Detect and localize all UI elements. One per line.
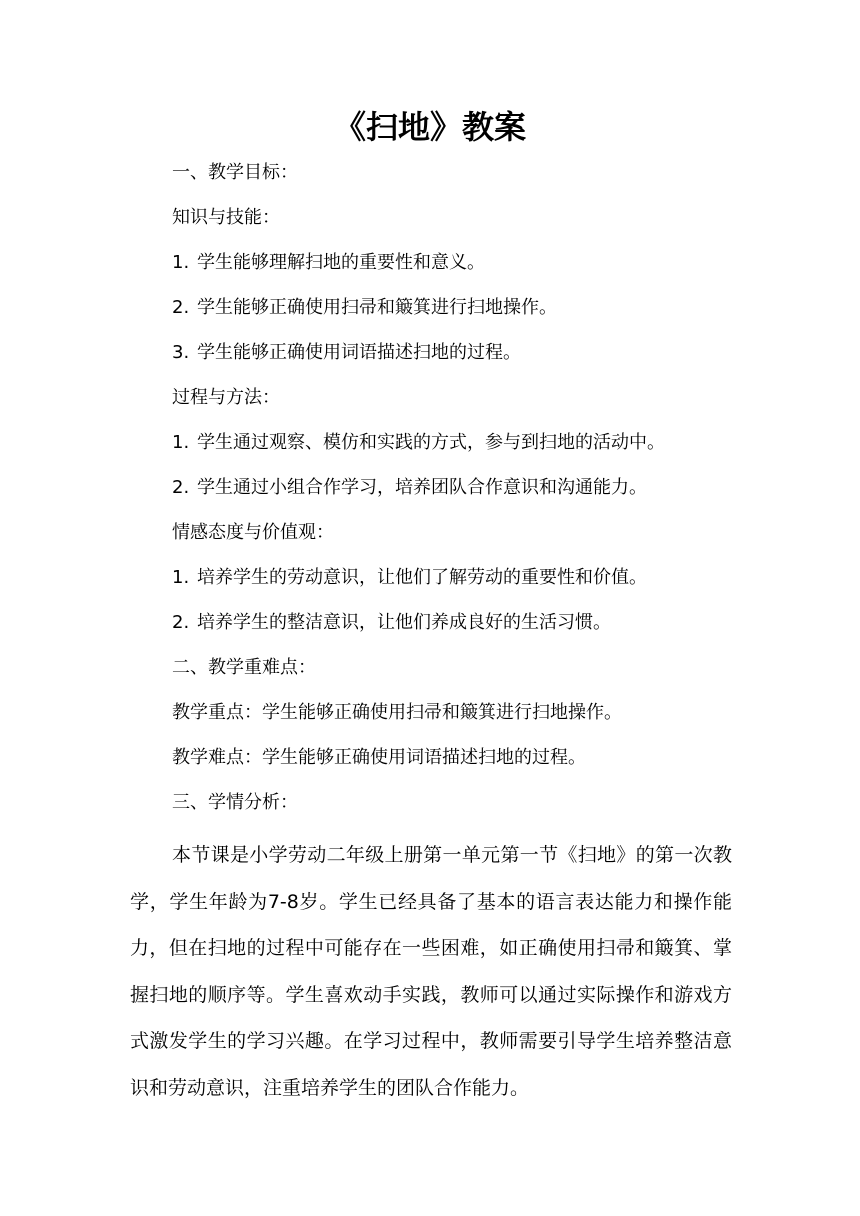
emotion-item-2 — [172, 609, 611, 637]
analysis-paragraph: 本节课是小学劳动二年级上册第一单元第一节《扫地》的第一次教学，学生年龄为7-8岁。学生已经具备了基本的语言表达能力和操作能力，但在扫地的过程中可能存在一些困难，如正确使用扫帚和簸箕、掌握扫地的顺序等。学生喜欢动手实践，教师可以通过实际操作和游戏方式激发学生的学习兴趣。在学习过程中，教师需要引导学生培养整洁意识和劳动意识，注重培养学生的团队合作能力。 — [130, 844, 732, 1099]
knowledge-item-2 — [172, 294, 557, 322]
list-item-text: 学生能够正确使用词语描述扫地的过程。 — [197, 342, 521, 363]
emotion-item-1 — [172, 564, 647, 592]
process-item-2 — [172, 474, 647, 502]
document-title: 《扫地》教案 — [333, 108, 526, 146]
process-item-1 — [172, 429, 665, 457]
list-number: 2. — [172, 612, 190, 633]
objectives-heading: 一、教学目标： — [172, 162, 298, 183]
list-item-text: 学生能够正确使用扫帚和簸箕进行扫地操作。 — [197, 297, 557, 318]
list-item-text: 培养学生的劳动意识，让他们了解劳动的重要性和价值。 — [197, 567, 647, 588]
list-number: 2. — [172, 477, 190, 498]
list-number: 1. — [172, 567, 190, 588]
knowledge-item-1 — [172, 249, 485, 277]
list-number: 1. — [172, 252, 190, 273]
key-point: 教学重点：学生能够正确使用扫帚和簸箕进行扫地操作。 — [172, 702, 622, 723]
list-number: 2. — [172, 297, 190, 318]
list-number: 1. — [172, 432, 190, 453]
difficult-point: 教学难点：学生能够正确使用词语描述扫地的过程。 — [172, 747, 586, 768]
process-heading: 过程与方法： — [172, 387, 280, 408]
list-number: 3. — [172, 342, 190, 363]
difficulty-heading: 二、教学重难点： — [172, 657, 316, 678]
knowledge-heading: 知识与技能： — [172, 207, 280, 228]
list-item-text: 学生通过观察、模仿和实践的方式，参与到扫地的活动中。 — [197, 432, 665, 453]
knowledge-item-3 — [172, 339, 521, 367]
list-item-text: 培养学生的整洁意识，让他们养成良好的生活习惯。 — [197, 612, 611, 633]
list-item-text: 学生通过小组合作学习，培养团队合作意识和沟通能力。 — [197, 477, 647, 498]
emotion-heading: 情感态度与价值观： — [172, 522, 334, 543]
list-item-text: 学生能够理解扫地的重要性和意义。 — [197, 252, 485, 273]
analysis-heading: 三、学情分析： — [172, 792, 298, 813]
